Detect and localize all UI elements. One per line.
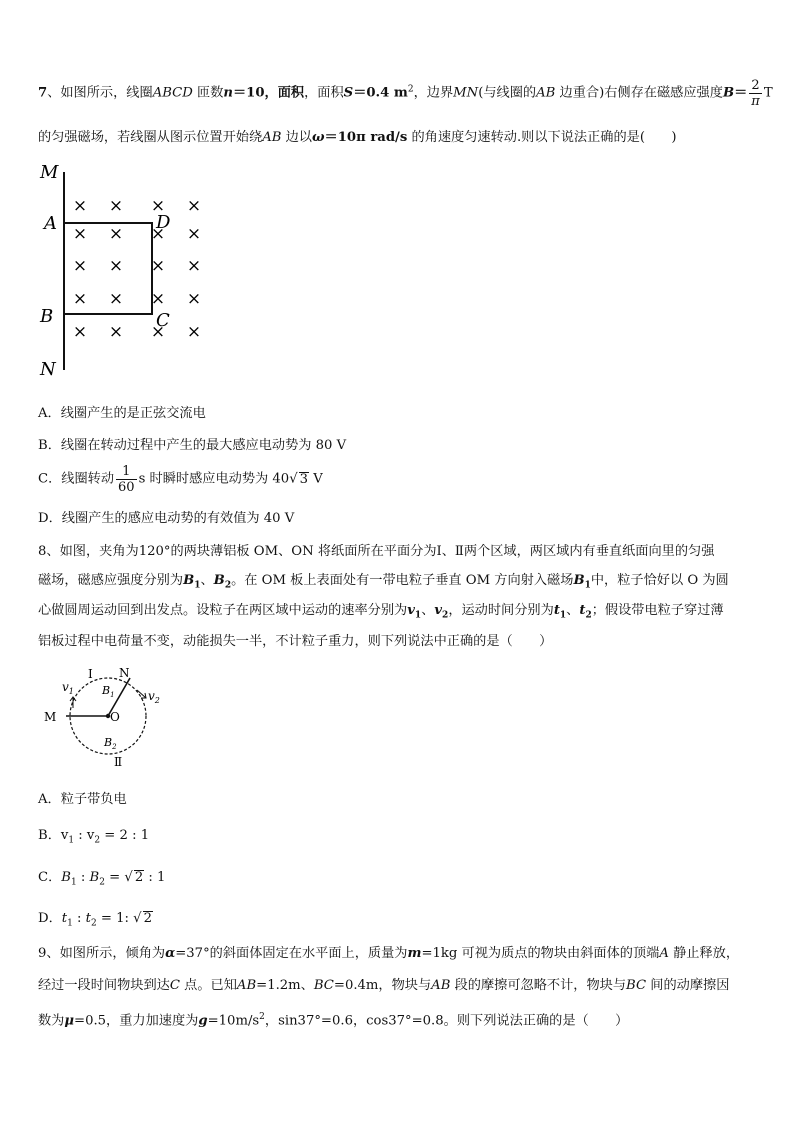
q7-field-cross: × <box>72 289 88 309</box>
q7-label-d: D <box>156 212 171 233</box>
q8-label-region-ii: Ⅱ <box>114 755 123 769</box>
q7-field-cross: × <box>72 256 88 276</box>
q7-label-n: N <box>40 359 56 380</box>
q7-field-cross: × <box>150 289 166 309</box>
q8-option-d[interactable]: D．$t_1$ : $t_2 = 1$: √ 2 <box>38 911 152 929</box>
q8-label-b1: $B_1$ <box>102 684 115 699</box>
q7-label-b: B <box>40 306 54 327</box>
q8-option-c[interactable]: C．$B_1$ : $B_2$ = √ 2 : 1 <box>38 870 166 888</box>
q7-field-cross: × <box>108 256 124 276</box>
q7-field-cross: × <box>108 224 124 244</box>
q8-label-v2: $v_2$ <box>148 689 160 705</box>
q7-stem-line1-rendered: 7、如图所示，线圈ABCD 匝数n＝10，面积，面积S＝0.4 $m^2$，边界MN(与线圈的AB 边重合)右侧存在磁感应强度B＝ $\frac{2}{\pi}$ T <box>38 78 758 114</box>
q8-label-o: O <box>110 710 120 724</box>
q7-field-cross: × <box>108 322 124 342</box>
q8-option-a[interactable]: A．粒子带负电 <box>38 792 127 807</box>
q7-magnetic-field-crosses <box>73 196 201 342</box>
q8-figure <box>40 660 180 772</box>
q7-field-cross: × <box>72 196 88 216</box>
q9-stem-line1: 9、如图所示，倾角为α=37°的斜面体固定在水平面上，质量为m=1kg 可视为质点的物块由斜面体的顶端A 静止释放， <box>38 946 740 961</box>
q8-stem-line2: 磁场，磁感应强度分别为$B_1$、$B_2$。在 OM 板上表面处有一带电粒子垂直 OM 方向射入磁场$B_1$中，粒子恰好以 O 为圆 <box>38 573 729 591</box>
q7-field-cross: × <box>72 224 88 244</box>
q7-option-d[interactable]: D．线圈产生的感应电动势的有效值为 40 V <box>38 511 295 526</box>
q8-stem-line3: 心做圆周运动回到出发点。设粒子在两区域中运动的速率分别为$v_1$、$v_2$，运动时间分别为$t_1$、$t_2$；假设带电粒子穿过薄 <box>38 603 724 621</box>
q8-label-n: N <box>119 666 130 680</box>
q7-field-cross: × <box>186 322 202 342</box>
q7-stem-line2: 的匀强磁场，若线圈从图示位置开始绕AB 边以ω＝10π rad/s 的角速度匀速转动.则以下说法正确的是( ) <box>38 130 677 145</box>
q7-field-cross: × <box>150 256 166 276</box>
q7-field-cross: × <box>108 289 124 309</box>
q7-option-b[interactable]: B．线圈在转动过程中产生的最大感应电动势为 80 V <box>38 438 347 453</box>
q8-label-region-i: Ⅰ <box>88 667 93 681</box>
q8-label-m: M <box>44 710 57 724</box>
q7-field-cross: × <box>186 256 202 276</box>
q9-stem-line3: 数为μ=0.5，重力加速度为$g=10m/s^2$，sin37°=0.6，cos37°=0.8。则下列说法正确的是（ ） <box>38 1012 629 1029</box>
q8-label-v1: $v_1$ <box>62 680 74 696</box>
q8-option-b[interactable]: B．$v_1$ : $v_2 = 2$ : 1 <box>38 828 150 846</box>
q7-label-c: C <box>156 310 170 331</box>
q9-stem-line2: 经过一段时间物块到达C 点。已知AB=1.2m、BC=0.4m，物块与AB 段的摩擦可忽略不计，物块与BC 间的动摩擦因 <box>38 978 730 993</box>
q8-stem-line4: 铝板过程中电荷量不变，动能损失一半，不计粒子重力，则下列说法中正确的是（ ） <box>38 634 553 649</box>
q7-field-cross: × <box>150 224 166 244</box>
q8-stem-line1: 8、如图，夹角为120°的两块薄铝板 OM、ON 将纸面所在平面分为Ⅰ、Ⅱ两个区域，两区域内有垂直纸面向里的匀强 <box>38 544 715 559</box>
q7-label-m: M <box>40 162 59 183</box>
q7-field-cross: × <box>72 322 88 342</box>
q7-option-c[interactable]: C．线圈转动 $\frac{1}{60}$ s 时瞬时感应电动势为 40√ 3 V <box>38 464 323 495</box>
q7-label-a: A <box>44 213 57 234</box>
q7-field-cross: × <box>150 322 166 342</box>
q7-field-cross: × <box>186 196 202 216</box>
q7-field-cross: × <box>186 224 202 244</box>
q7-field-cross: × <box>108 196 124 216</box>
q7-field-cross: × <box>186 289 202 309</box>
q7-field-cross: × <box>150 196 166 216</box>
q7-option-a[interactable]: A．线圈产生的是正弦交流电 <box>38 406 206 421</box>
q8-label-b2: $B_2$ <box>104 736 117 751</box>
q8-arrow-v2 <box>137 690 146 698</box>
q7-figure <box>36 160 226 384</box>
